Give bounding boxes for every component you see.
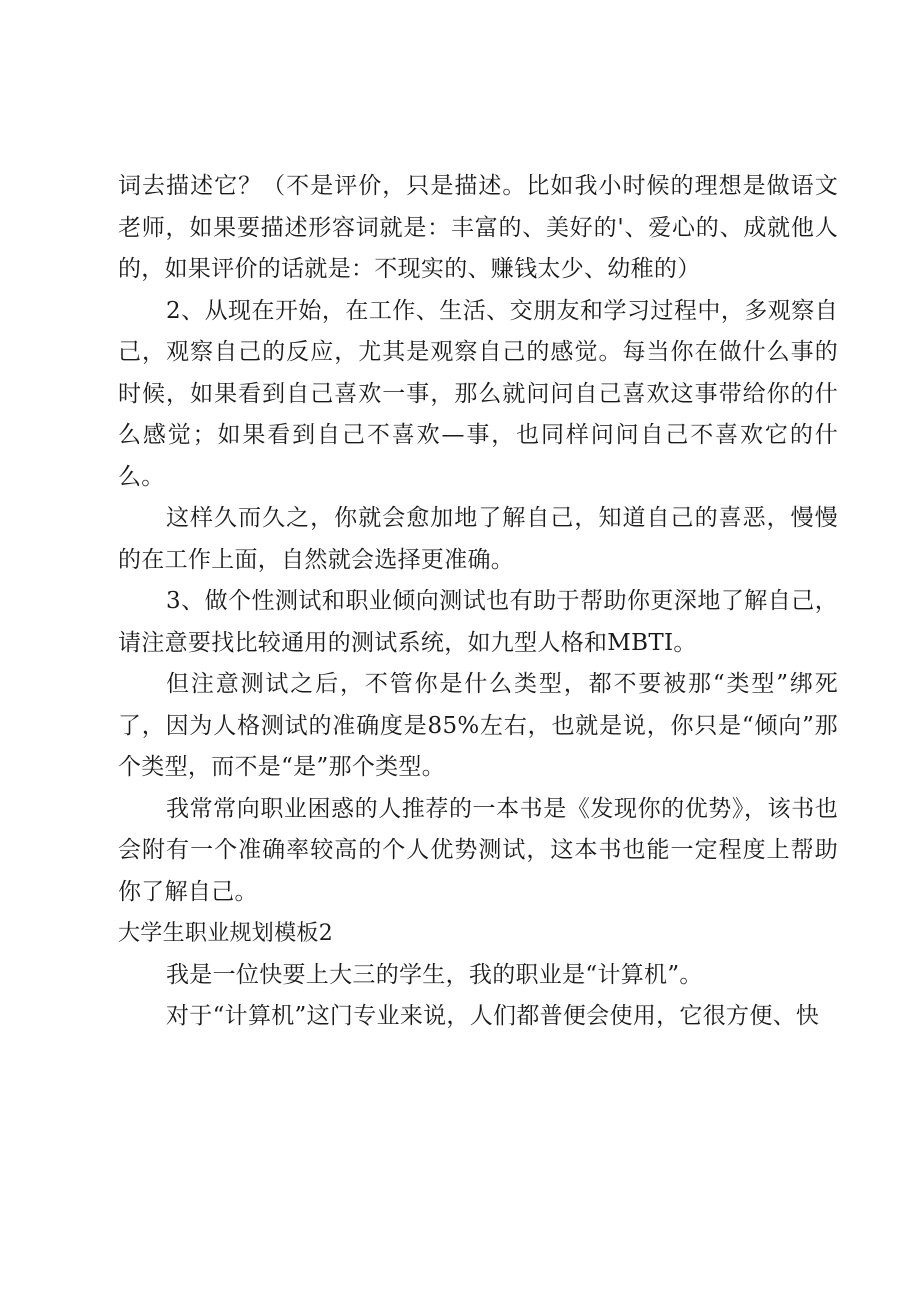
document-body [118, 166, 838, 1038]
paragraph-describe-ideal: 词去描述它？（不是评价，只是描述。比如我小时候的理想是做语文老师，如果要描述形容词就是：丰富的、美好的'、爱心的、成就他人的，如果评价的话就是：不现实的、赚钱太少、幼稚的） [118, 173, 838, 282]
paragraph-observe-self: 2、从现在开始，在工作、生活、交朋友和学习过程中，多观察自己，观察自己的反应，尤其是观察自己的感觉。每当你在做什么事的时候，如果看到自己喜欢一事，那么就问问自己喜欢这事带给你的什么感觉；如果看到自己不喜欢—事，也同样问问自己不喜欢它的什么。 [118, 297, 838, 490]
paragraph-computer-major: 对于“计算机”这门专业来说，人们都普便会使用，它很方便、快 [166, 1003, 820, 1029]
paragraph-know-preferences: 这样久而久之，你就会愈加地了解自己，知道自己的喜恶，慢慢的在工作上面，自然就会选择更准确。 [118, 505, 838, 573]
paragraph-personality-tests: 3、做个性测试和职业倾向测试也有助于帮助你更深地了解自己，请注意要找比较通用的测试系统，如九型人格和MBTI。 [118, 588, 838, 656]
paragraph-book-recommendation: 我常常向职业困惑的人推荐的一本书是《发现你的优势》，该书也会附有一个准确率较高的个人优势测试，这本书也能一定程度上帮助你了解自己。 [118, 795, 838, 905]
paragraph-test-caution: 但注意测试之后，不管你是什么类型，都不要被那“类型”绑死了，因为人格测试的准确度是85%左右，也就是说，你只是“倾向”那个类型，而不是“是”那个类型。 [118, 671, 838, 780]
paragraph-student-intro: 我是一位快要上大三的学生，我的职业是“计算机”。 [166, 961, 703, 988]
section-heading: 大学生职业规划模板2 [118, 921, 333, 946]
